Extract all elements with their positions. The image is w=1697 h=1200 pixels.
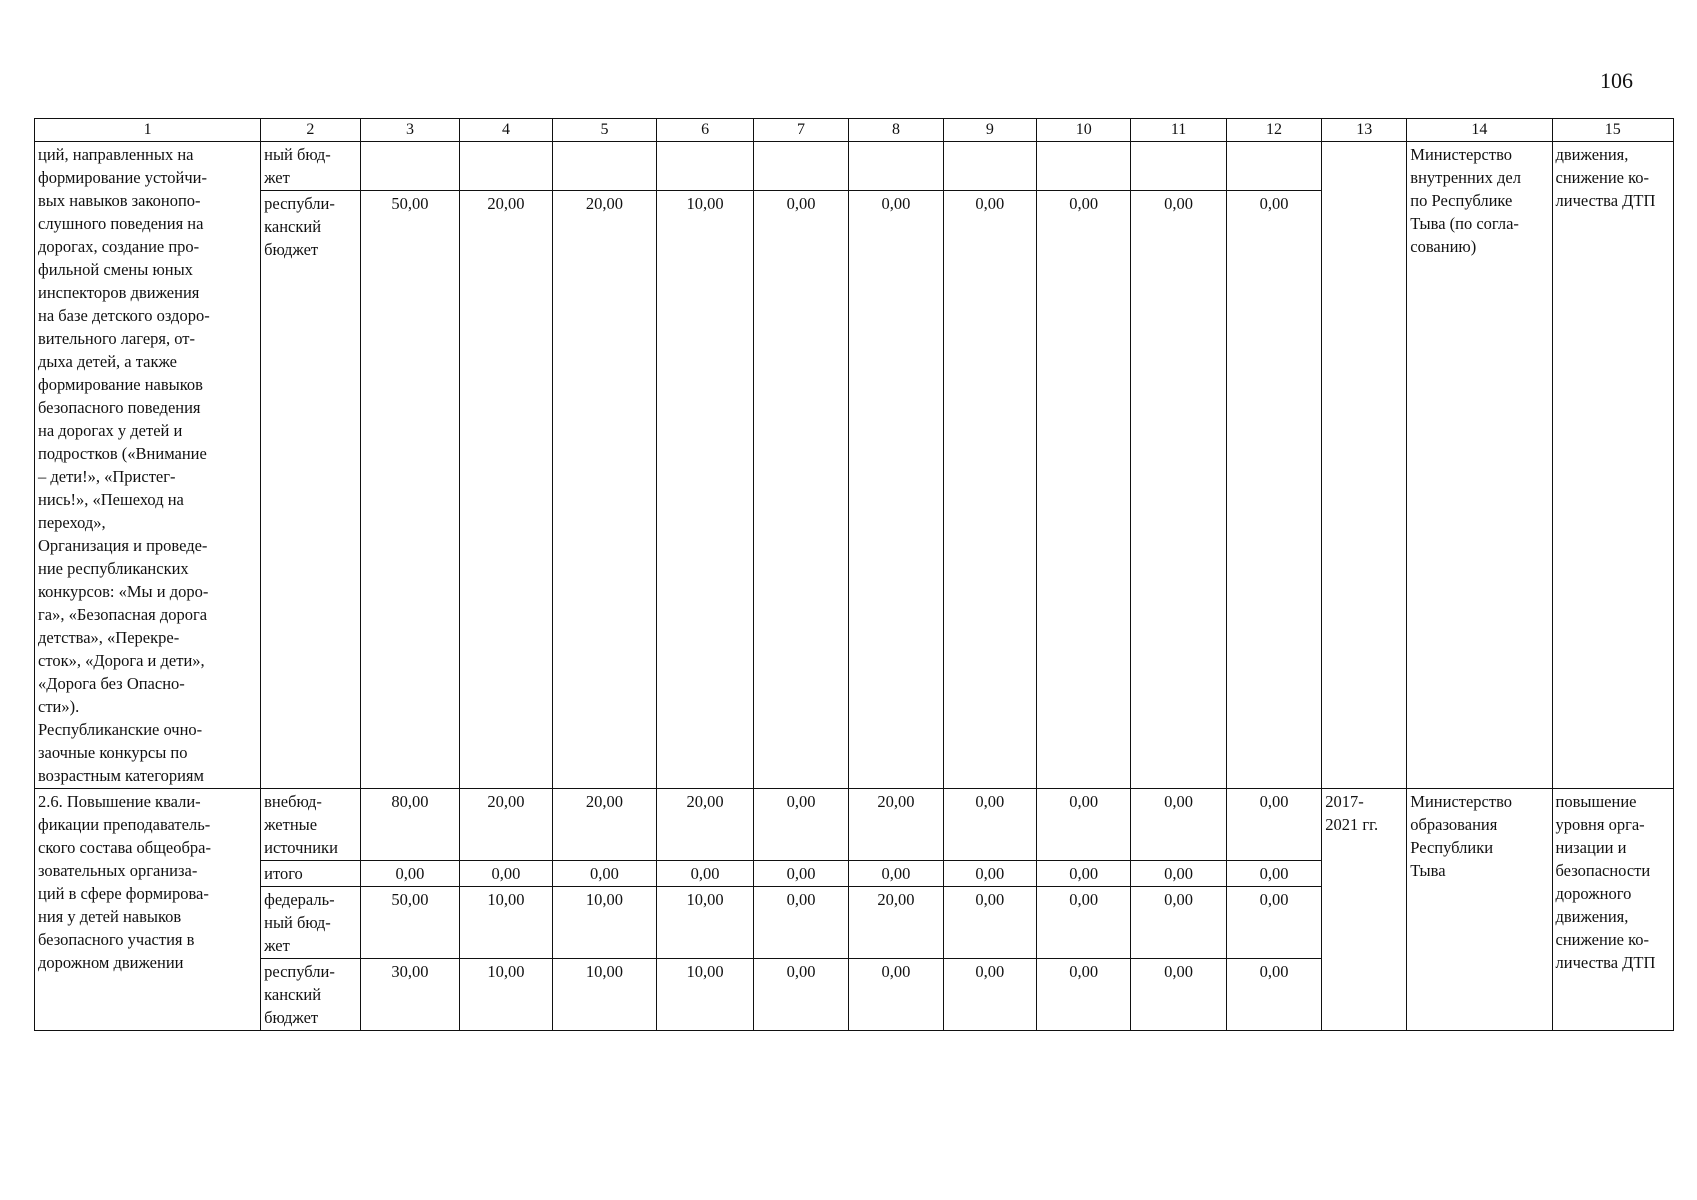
value-cell: 20,00: [849, 789, 943, 861]
value-cell: 0,00: [753, 191, 848, 789]
value-cell: 0,00: [1226, 959, 1321, 1031]
funding-source: республи- канский бюджет: [261, 191, 361, 789]
value-cell: 0,00: [1226, 191, 1321, 789]
value-cell: 20,00: [552, 191, 657, 789]
value-cell: 10,00: [657, 959, 753, 1031]
value-cell: 0,00: [460, 861, 552, 887]
column-number: 9: [943, 119, 1036, 142]
column-number: 4: [460, 119, 552, 142]
value-cell: 10,00: [460, 887, 552, 959]
period-cell: 2017- 2021 гг.: [1322, 789, 1407, 1031]
value-cell: [753, 142, 848, 191]
column-number: 13: [1322, 119, 1407, 142]
value-cell: 0,00: [943, 191, 1036, 789]
value-cell: 0,00: [753, 861, 848, 887]
value-cell: 0,00: [943, 959, 1036, 1031]
table-row: [35, 789, 1674, 861]
value-cell: 0,00: [1037, 887, 1131, 959]
value-cell: [1226, 142, 1321, 191]
value-cell: 0,00: [360, 861, 460, 887]
value-cell: 0,00: [943, 861, 1036, 887]
value-cell: [360, 142, 460, 191]
column-number: 8: [849, 119, 943, 142]
value-cell: 80,00: [360, 789, 460, 861]
table-row: [35, 142, 1674, 191]
result-cell: повышение уровня орга- низации и безопасности дорожного движения, снижение ко- личества ДТП: [1552, 789, 1674, 1031]
value-cell: 0,00: [1037, 959, 1131, 1031]
value-cell: 0,00: [1131, 191, 1226, 789]
value-cell: 10,00: [657, 191, 753, 789]
value-cell: 0,00: [1226, 789, 1321, 861]
value-cell: 0,00: [753, 789, 848, 861]
value-cell: 0,00: [849, 959, 943, 1031]
column-number: 5: [552, 119, 657, 142]
value-cell: 20,00: [460, 789, 552, 861]
value-cell: 0,00: [1037, 789, 1131, 861]
value-cell: [943, 142, 1036, 191]
value-cell: [657, 142, 753, 191]
column-number: 12: [1226, 119, 1321, 142]
activity-description: 2.6. Повышение квали- фикации преподаватель- ского состава общеобра- зовательных организа- ций в сфере формирова- ния у детей навыков безопасного участия в дорожном движении: [35, 789, 261, 1031]
value-cell: 0,00: [1131, 789, 1226, 861]
value-cell: [1037, 142, 1131, 191]
column-number: 7: [753, 119, 848, 142]
column-number: 1: [35, 119, 261, 142]
value-cell: 0,00: [1037, 191, 1131, 789]
value-cell: 0,00: [1037, 861, 1131, 887]
value-cell: 0,00: [849, 191, 943, 789]
executor-cell: Министерство образования Республики Тыва: [1407, 789, 1552, 1031]
value-cell: 10,00: [552, 887, 657, 959]
value-cell: 50,00: [360, 887, 460, 959]
column-number: 6: [657, 119, 753, 142]
column-number: 3: [360, 119, 460, 142]
column-number: 14: [1407, 119, 1552, 142]
value-cell: 0,00: [1226, 861, 1321, 887]
column-number: 10: [1037, 119, 1131, 142]
value-cell: 0,00: [1131, 861, 1226, 887]
column-number: 15: [1552, 119, 1674, 142]
program-table: [34, 118, 1674, 1031]
value-cell: [849, 142, 943, 191]
funding-source: федераль- ный бюд- жет: [261, 887, 361, 959]
value-cell: 0,00: [943, 887, 1036, 959]
column-number: 11: [1131, 119, 1226, 142]
value-cell: 0,00: [657, 861, 753, 887]
period-cell: [1322, 142, 1407, 789]
column-number: 2: [261, 119, 361, 142]
value-cell: 50,00: [360, 191, 460, 789]
value-cell: 20,00: [460, 191, 552, 789]
value-cell: 20,00: [657, 789, 753, 861]
value-cell: 0,00: [943, 789, 1036, 861]
value-cell: [552, 142, 657, 191]
value-cell: 0,00: [1131, 959, 1226, 1031]
value-cell: 0,00: [552, 861, 657, 887]
column-numbers-row: [35, 119, 1674, 142]
value-cell: 0,00: [849, 861, 943, 887]
value-cell: 20,00: [552, 789, 657, 861]
activity-description: ций, направленных на формирование устойчи- вых навыков законопо- слушного поведения на дорогах, создание про- фильной смены юных инспекторов движения на базе детского оздоро- вительного лагеря, от- дыха детей, а также формирование навыков безопасного поведения на дорогах у детей и подростков («Внимание – дети!», «Пристег- нись!», «Пешеход на переход», Организация и проведе- ние республиканских конкурсов: «Мы и доро- га», «Безопасная дорога детства», «Перекре- сток», «Дорога и дети», «Дорога без Опасно- сти»). Республиканские очно- заочные конкурсы по возрастным категориям: [35, 142, 261, 789]
result-cell: движения, снижение ко- личества ДТП: [1552, 142, 1674, 789]
value-cell: [460, 142, 552, 191]
value-cell: 10,00: [657, 887, 753, 959]
value-cell: 0,00: [1226, 887, 1321, 959]
value-cell: 30,00: [360, 959, 460, 1031]
funding-source: ный бюд- жет: [261, 142, 361, 191]
page-number: 106: [1600, 68, 1633, 93]
value-cell: [1131, 142, 1226, 191]
value-cell: 0,00: [1131, 887, 1226, 959]
funding-source: внебюд- жетные источники: [261, 789, 361, 861]
funding-source: итого: [261, 861, 361, 887]
value-cell: 20,00: [849, 887, 943, 959]
executor-cell: Министерство внутренних дел по Республике Тыва (по согла- сованию): [1407, 142, 1552, 789]
funding-source: республи- канский бюджет: [261, 959, 361, 1031]
value-cell: 10,00: [460, 959, 552, 1031]
value-cell: 0,00: [753, 959, 848, 1031]
value-cell: 0,00: [753, 887, 848, 959]
value-cell: 10,00: [552, 959, 657, 1031]
